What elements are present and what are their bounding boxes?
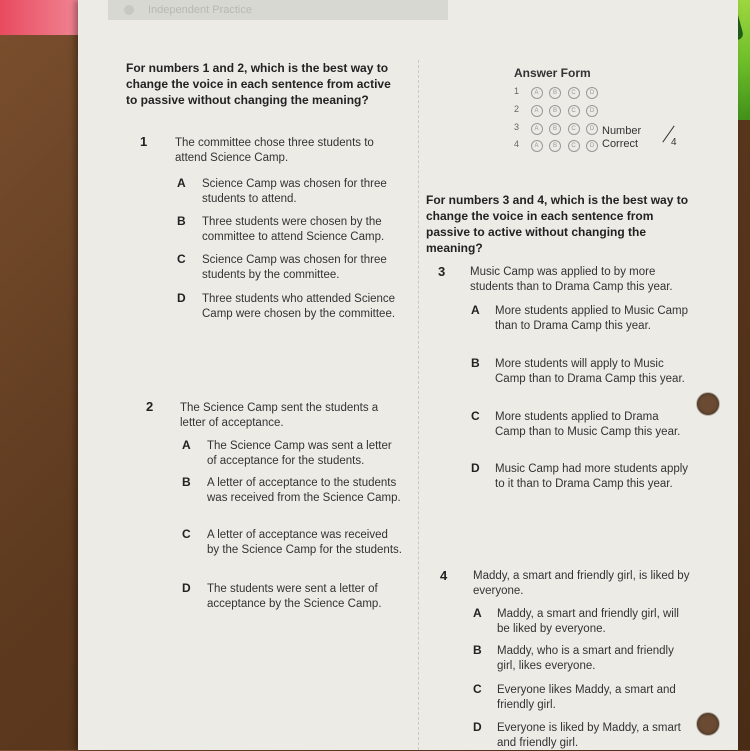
option-letter[interactable]: D [182,581,191,595]
option-text[interactable]: Maddy, a smart and friendly girl, will be liked by everyone. [497,608,679,635]
option-text[interactable]: A letter of acceptance to the students was received from the Science Camp. [207,477,401,504]
section2-directions: For numbers 3 and 4, which is the best way to change the voice in each sentence from passive to active without changing the meaning? [426,193,689,255]
answer-row: 4 A B C D [514,139,602,152]
option-letter[interactable]: C [182,527,191,541]
punch-hole [696,712,720,736]
question-stem: The committee chose three students to attend Science Camp. [175,137,374,164]
option-text[interactable]: More students applied to Music Camp than to Drama Camp this year. [495,305,689,332]
answer-bubble[interactable]: C [568,105,580,117]
question-stem: Music Camp was applied to by more students than to Drama Camp this year. [470,266,673,293]
banner-icon [124,5,134,15]
answer-row: 1 A B C D [514,86,602,99]
answer-row: 3 A B C D [514,122,602,135]
option-letter[interactable]: A [471,303,480,317]
section-banner [108,0,448,20]
number-correct-label: Number Correct [602,125,642,150]
option-text[interactable]: More students will apply to Music Camp than to Drama Camp this year. [495,358,685,385]
worksheet-page [78,0,738,750]
option-text[interactable]: A letter of acceptance was received by the Science Camp for the students. [207,529,402,556]
table-background-strip [0,0,90,35]
question-number: 1 [140,134,148,149]
answer-row: 2 A B C D [514,104,602,117]
option-text[interactable]: Science Camp was chosen for three students by the committee. [202,254,387,281]
answer-bubble[interactable]: A [531,123,543,135]
option-text[interactable]: The Science Camp was sent a letter of acceptance for the students. [207,440,392,467]
answer-bubble[interactable]: D [586,140,598,152]
question-stem: The Science Camp sent the students a letter of acceptance. [180,402,379,429]
answer-bubble[interactable]: B [549,105,561,117]
option-text[interactable]: Science Camp was chosen for three students to attend. [202,178,387,205]
question-number: 2 [146,399,154,414]
option-letter[interactable]: C [473,682,482,696]
banner-title: Independent Practice [148,4,252,16]
option-text[interactable]: Everyone likes Maddy, a smart and friendly girl. [497,684,676,711]
option-letter[interactable]: D [471,461,480,475]
punch-hole [696,392,720,416]
option-letter[interactable]: B [473,643,482,657]
score-total: 4 [671,137,677,148]
option-text[interactable]: Three students were chosen by the committee to attend Science Camp. [202,216,385,243]
answer-bubble[interactable]: A [531,140,543,152]
option-text[interactable]: The students were sent a letter of acceptance by the Science Camp. [207,583,382,610]
answer-bubble[interactable]: D [586,87,598,99]
answer-bubble[interactable]: D [586,123,598,135]
section1-directions: For numbers 1 and 2, which is the best way to change the voice in each sentence from active to passive without changing the meaning? [126,61,391,107]
answer-bubble[interactable]: A [531,87,543,99]
option-letter[interactable]: D [473,720,482,734]
answer-bubble[interactable]: D [586,105,598,117]
option-text[interactable]: Three students who attended Science Camp were chosen by the committee. [202,293,396,320]
question-number: 3 [438,264,446,279]
answer-form-title: Answer Form [514,66,591,80]
option-text[interactable]: Everyone is liked by Maddy, a smart and friendly girl. [497,722,681,749]
option-letter[interactable]: A [473,606,482,620]
option-text[interactable]: Maddy, who is a smart and friendly girl, likes everyone. [497,645,674,672]
column-divider [418,60,419,750]
answer-bubble[interactable]: C [568,123,580,135]
answer-bubble[interactable]: A [531,105,543,117]
answer-bubble[interactable]: B [549,87,561,99]
option-letter[interactable]: C [177,252,186,266]
answer-bubble[interactable]: B [549,140,561,152]
answer-bubble[interactable]: C [568,140,580,152]
option-letter[interactable]: B [182,475,191,489]
answer-bubble[interactable]: C [568,87,580,99]
option-letter[interactable]: B [177,214,186,228]
question-number: 4 [440,568,448,583]
question-stem: Maddy, a smart and friendly girl, is liked by everyone. [473,570,690,597]
option-text[interactable]: More students applied to Drama Camp than to Music Camp this year. [495,411,681,438]
option-letter[interactable]: D [177,291,186,305]
option-letter[interactable]: A [177,176,186,190]
option-letter[interactable]: C [471,409,480,423]
answer-bubble[interactable]: B [549,123,561,135]
option-letter[interactable]: A [182,438,191,452]
option-letter[interactable]: B [471,356,480,370]
option-text[interactable]: Music Camp had more students apply to it than to Drama Camp this year. [495,463,689,490]
